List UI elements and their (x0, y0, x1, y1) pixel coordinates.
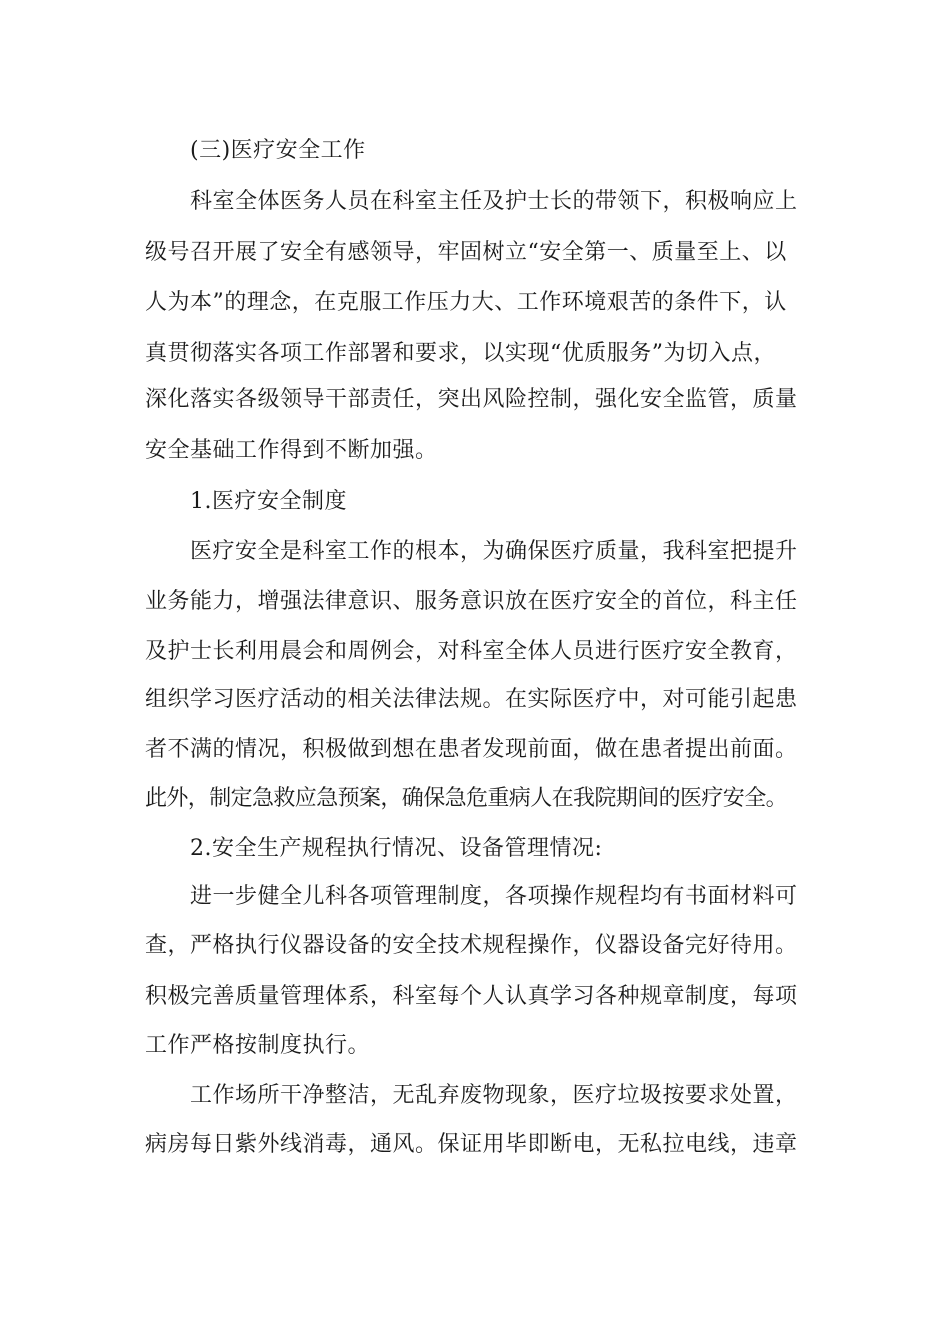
paragraph-line: 科室全体医务人员在科室主任及护士长的带领下，积极响应上 (190, 189, 798, 214)
paragraph-line: 积极完善质量管理体系，科室每个人认真学习各种规章制度，每项 (145, 984, 798, 1009)
paragraph-line: 医疗安全是科室工作的根本，为确保医疗质量，我科室把提升 (190, 539, 798, 564)
section-heading: (三)医疗安全工作 (190, 138, 366, 163)
paragraph-line: 真贯彻落实各项工作部署和要求，以实现“优质服务”为切入点， (145, 341, 776, 366)
paragraph-line: 级号召开展了安全有感领导，牢固树立“安全第一、质量至上、以 (145, 240, 787, 265)
paragraph-line: 查，严格执行仪器设备的安全技术规程操作，仪器设备完好待用。 (145, 933, 798, 958)
paragraph-line: 进一步健全儿科各项管理制度，各项操作规程均有书面材料可 (190, 884, 798, 909)
paragraph-line: 业务能力，增强法律意识、服务意识放在医疗安全的首位，科主任 (145, 589, 798, 614)
subsection-heading: 2.安全生产规程执行情况、设备管理情况: (190, 836, 603, 861)
paragraph-line: 深化落实各级领导干部责任，突出风险控制，强化安全监管，质量 (145, 387, 798, 412)
paragraph-line: 此外，制定急救应急预案，确保急危重病人在我院期间的医疗安全。 (145, 786, 788, 811)
paragraph-line: 病房每日紫外线消毒，通风。保证用毕即断电，无私拉电线，违章 (145, 1132, 798, 1157)
paragraph-line: 组织学习医疗活动的相关法律法规。在实际医疗中，对可能引起患 (145, 687, 798, 712)
paragraph-line: 工作严格按制度执行。 (145, 1033, 371, 1058)
paragraph-line: 安全基础工作得到不断加强。 (145, 438, 438, 463)
paragraph-line: 者不满的情况，积极做到想在患者发现前面，做在患者提出前面。 (145, 737, 798, 762)
paragraph-line: 工作场所干净整洁，无乱弃废物现象，医疗垃圾按要求处置， (190, 1083, 798, 1108)
paragraph-line: 及护士长利用晨会和周例会，对科室全体人员进行医疗安全教育， (145, 639, 798, 664)
subsection-heading: 1.医疗安全制度 (190, 489, 347, 514)
paragraph-line: 人为本”的理念，在克服工作压力大、工作环境艰苦的条件下，认 (145, 290, 787, 315)
